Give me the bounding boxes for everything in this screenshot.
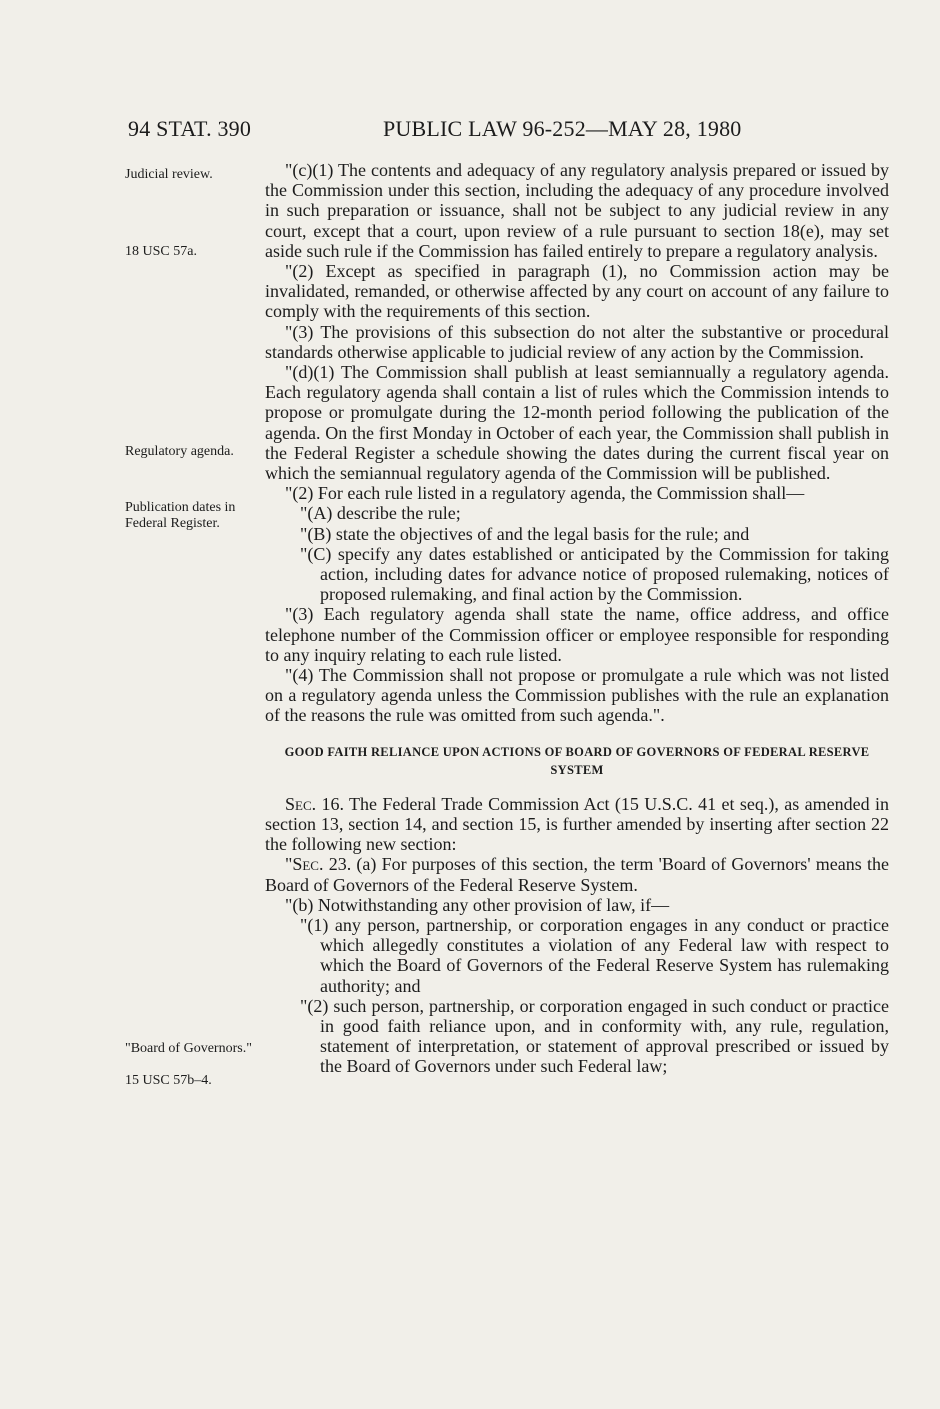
sec16-text: The Federal Trade Commission Act (15 U.S.C. 41 et seq.), as amended in section 13, section 14, and section 15, is further amended by inserting after section 22 the following new section:	[265, 793, 889, 855]
paragraph-d4: "(4) The Commission shall not propose or promulgate a rule which was not listed on a regulatory agenda unless the Commission publishes with the rule an explanation of the reasons the rule was omitted from such agenda.".	[265, 665, 889, 726]
paragraph-c2: "(2) Except as specified in paragraph (1), no Commission action may be invalidated, remanded, or otherwise affected by any court on account of any failure to comply with the requirements of this section.	[265, 261, 889, 322]
margin-note-board-of-governors: "Board of Governors."	[125, 1041, 252, 1056]
margin-note-usc-57b4: 15 USC 57b–4.	[125, 1073, 212, 1088]
paragraph-d2a: "(A) describe the rule;	[300, 503, 461, 524]
section-heading: GOOD FAITH RELIANCE UPON ACTIONS OF BOARD OF GOVERNORS OF FEDERAL RESERVE SYSTEM	[284, 744, 870, 777]
sec16-label: Sec. 16.	[285, 793, 344, 814]
paragraph-b: "(b) Notwithstanding any other provision of law, if—	[285, 894, 670, 915]
paragraph-sec16	[265, 794, 889, 855]
paragraph-d1: "(d)(1) The Commission shall publish at least semiannually a regulatory agenda. Each regulatory agenda shall contain a list of rules which the Commission intends to propose or promulgate during the 12-month period following the publication of the agenda. On the first Monday in October of each year, the Commission shall publish in the Federal Register a schedule showing the dates during the current fiscal year on which the semiannual regulatory agenda of the Commission will be published.	[265, 362, 889, 484]
paragraph-d2: "(2) For each rule listed in a regulatory agenda, the Commission shall—	[285, 483, 805, 504]
page-title: PUBLIC LAW 96-252—MAY 28, 1980	[383, 116, 742, 141]
sec23-label: "Sec. 23.	[285, 854, 352, 875]
paragraph-c3: "(3) The provisions of this subsection do not alter the substantive or procedural standards otherwise applicable to judicial review of any action by the Commission.	[265, 321, 889, 362]
paragraph-b2: "(2) such person, partnership, or corporation engaged in such conduct or practice in good faith reliance upon, and in conformity with, any rule, regulation, statement of interpretation, or statement of approval prescribed or issued by the Board of Governors under such Federal law;	[300, 995, 889, 1077]
paragraph-c1: "(c)(1) The contents and adequacy of any regulatory analysis prepared or issued by the Commission under this section, including the adequacy of any procedure involved in such preparation or issuance, shall not be subject to any judicial review in any court, except that a court, upon review of a rule pursuant to section 18(e), may set aside such rule if the Commission has failed entirely to prepare a regulatory analysis.	[265, 160, 889, 261]
paragraph-d3: "(3) Each regulatory agenda shall state the name, office address, and office telephone number of the Commission officer or employee responsible for responding to any inquiry relating to each rule listed.	[265, 604, 889, 665]
statute-body	[265, 160, 889, 1077]
paragraph-d2b: "(B) state the objectives of and the legal basis for the rule; and	[300, 523, 750, 544]
margin-note-publication-dates: Publication dates in Federal Register.	[125, 500, 236, 531]
paragraph-d2c: "(C) specify any dates established or anticipated by the Commission for taking action, including dates for advance notice of proposed rulemaking, notices of proposed rulemaking, and final action by the Commission.	[300, 543, 889, 605]
margin-note-usc-57a: 18 USC 57a.	[125, 244, 197, 259]
paragraph-sec23	[265, 854, 889, 894]
paragraph-b1: "(1) any person, partnership, or corporation engages in any conduct or practice which allegedly constitutes a violation of any Federal law with respect to which the Board of Governors of the Federal Reserve System has rulemaking authority; and	[300, 914, 889, 996]
page-stat-number: 94 STAT. 390	[128, 116, 252, 141]
margin-note-judicial-review: Judicial review.	[125, 167, 213, 182]
sec23-text: (a) For purposes of this section, the term 'Board of Governors' means the Board of Governors of the Federal Reserve System.	[265, 854, 889, 895]
margin-note-regulatory-agenda: Regulatory agenda.	[125, 444, 234, 459]
